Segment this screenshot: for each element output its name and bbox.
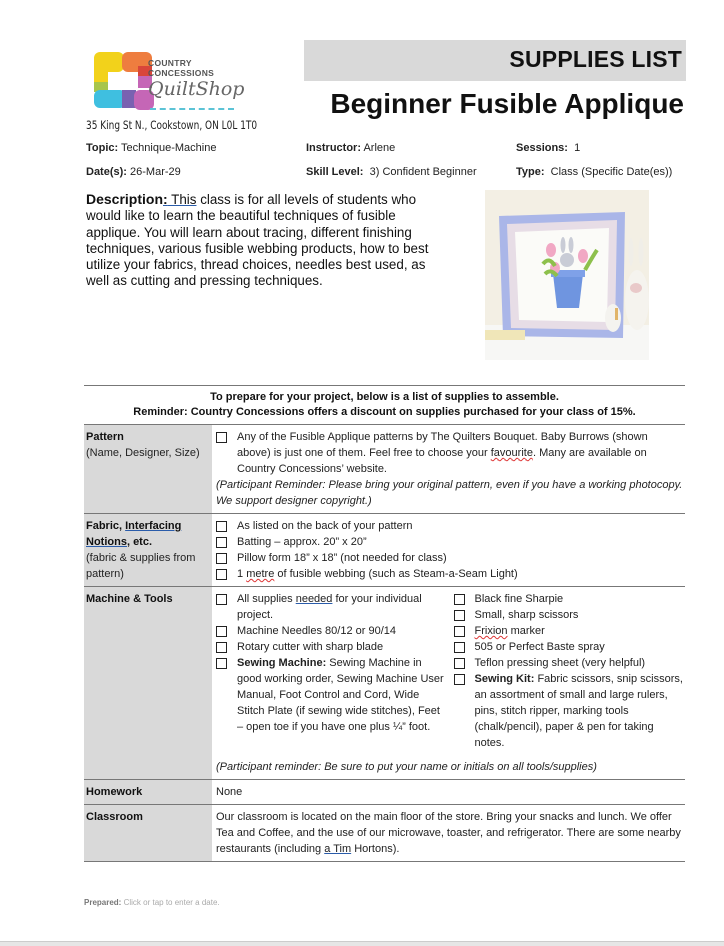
classroom-text-part: Hortons). (351, 843, 400, 855)
checklist-item[interactable] (454, 639, 684, 655)
machine-item-part: marker (507, 625, 545, 637)
machine-label-cell (84, 587, 212, 780)
sessions-label: Sessions: (516, 142, 568, 154)
machine-item-text (237, 655, 446, 735)
machine-note: (Participant reminder: Be sure to put your name or initials on all tools/supplies) (216, 761, 597, 773)
table-row-homework (84, 780, 685, 805)
instructor-value: Arlene (363, 142, 396, 154)
checkbox-icon[interactable] (454, 594, 465, 605)
meta-type (516, 166, 672, 178)
pattern-item-misspelled: favourite (490, 447, 533, 459)
checkbox-icon[interactable] (216, 569, 227, 580)
sessions-value: 1 (574, 142, 581, 154)
machine-item-part: All supplies (237, 593, 296, 605)
checkbox-icon[interactable] (216, 553, 227, 564)
checkbox-icon[interactable] (454, 610, 465, 621)
supplies-header (84, 385, 685, 425)
checklist-item[interactable] (216, 639, 446, 655)
table-row-fabric (84, 514, 685, 587)
checkbox-icon[interactable] (216, 594, 227, 605)
shop-logo (94, 52, 264, 114)
pattern-item-part: Any of the Fusible Applique patterns by The Quilters Bouquet. Baby Burrows (shown above) is just one of them. Feel free to choose your (237, 431, 648, 459)
fabric-label-cell (84, 514, 212, 587)
class-title: Beginner Fusible Applique (330, 88, 684, 119)
classroom-content (212, 805, 685, 862)
pattern-item-text (237, 429, 683, 477)
topic-value: Technique-Machine (121, 142, 217, 154)
fabric-sublabel: (fabric & supplies from pattern) (86, 552, 196, 580)
checklist-item[interactable] (216, 623, 446, 639)
table-row-machine (84, 587, 685, 780)
meta-instructor (306, 142, 395, 154)
pattern-label-cell (84, 425, 212, 514)
machine-content (212, 587, 685, 780)
logo-wordmark (148, 58, 214, 78)
meta-topic (86, 142, 216, 154)
supplies-header-line1: To prepare for your project, below is a list of supplies to assemble. (210, 391, 559, 403)
checklist-item[interactable] (216, 591, 446, 623)
skill-value: 3) Confident Beginner (369, 166, 477, 178)
shop-address: 35 King St N., Cookstown, ON L0L 1T0 (86, 118, 258, 132)
banner-title: SUPPLIES LIST (509, 46, 682, 72)
checklist-item[interactable] (216, 429, 683, 477)
checkbox-icon[interactable] (454, 642, 465, 653)
meta-skill (306, 166, 477, 178)
logo-line2: CONCESSIONS (148, 68, 215, 78)
type-value: Class (Specific Date(es)) (550, 166, 673, 178)
description-text: class is for all levels of students who would like to learn the beautiful techniques of fusible applique. You will learn about tracing, different finishing techniques, various fusible webbing products, how to best utilize your fabrics, thread choices, needles best used, as well as cutting and pressing techniques. (86, 192, 429, 289)
machine-item-text: Small, sharp scissors (474, 609, 579, 621)
checklist-item[interactable] (454, 607, 684, 623)
dates-label: Date(s): (86, 166, 127, 178)
checklist-item[interactable] (454, 623, 684, 639)
fabric-item-text: As listed on the back of your pattern (237, 520, 413, 532)
fabric-content (212, 514, 685, 587)
homework-label: Homework (86, 786, 143, 798)
machine-item-text: Black fine Sharpie (474, 593, 564, 605)
logo-line1: COUNTRY (148, 58, 192, 68)
table-row-classroom (84, 805, 685, 862)
classroom-text-part: a Tim (324, 843, 352, 855)
description-label: Description (86, 191, 164, 207)
type-label: Type: (516, 166, 545, 178)
skill-label: Skill Level: (306, 166, 364, 178)
fabric-item-text: Pillow form 18” x 18” (not needed for class) (237, 552, 447, 564)
table-row-pattern (84, 425, 685, 514)
pattern-sublabel: (Name, Designer, Size) (86, 447, 200, 459)
machine-item-bold: Sewing Machine: (237, 657, 327, 669)
fabric-label (86, 520, 181, 548)
supplies-list-banner (304, 40, 686, 81)
class-description (86, 191, 451, 290)
logo-q-mark-icon (94, 52, 154, 110)
homework-label-cell (84, 780, 212, 805)
machine-item-bold: Sewing Kit: (474, 673, 535, 685)
topic-label: Topic: (86, 142, 119, 154)
supplies-header-line2: Reminder: Country Concessions offers a discount on supplies purchased for your class of 15%. (133, 406, 636, 418)
classroom-text-part: Our classroom is located on the main floor of the store. Bring your snacks and lunch. We offer Tea and Coffee, and the use of our microwave, toaster, and refrigerator. There are some nearby restaurants (including (216, 811, 681, 855)
supplies-table (84, 425, 685, 862)
logo-divider (150, 108, 234, 110)
checkbox-icon[interactable] (216, 642, 227, 653)
machine-item-text (475, 671, 684, 751)
fabric-item-part: 1 (237, 568, 247, 580)
machine-item-part: Fabric scissors, snip scissors, an assortment of small and large rulers, pins, stitch ripper, marking tools (chalk/pencil), paper & pen for taking notes. (474, 673, 683, 749)
machine-columns (216, 591, 683, 751)
fabric-label-part: Interfacing (125, 520, 182, 532)
pattern-label: Pattern (86, 431, 124, 443)
pattern-note: (Participant Reminder: Please bring your original pattern, even if you have a working photocopy. We support designer copyright.) (216, 479, 683, 507)
homework-value: None (212, 780, 685, 805)
meta-dates (86, 166, 181, 178)
fabric-label-part: Notions (86, 536, 127, 548)
checklist-item[interactable] (216, 566, 683, 582)
fabric-item-text: Batting – approx. 20” x 20” (237, 536, 367, 548)
classroom-label-cell (84, 805, 212, 862)
pillow-image (485, 190, 649, 360)
machine-item-text: Teflon pressing sheet (very helpful) (474, 657, 646, 669)
fabric-label-part: Fabric, (86, 520, 126, 532)
project-photo (485, 190, 649, 360)
machine-item-part: for your individual project. (237, 593, 422, 621)
machine-item-text (237, 591, 446, 623)
checkbox-icon[interactable] (454, 626, 465, 637)
machine-item-part: Sewing Machine in good working order, Sewing Machine User Manual, Foot Control and Cord, Wide Stitch Plate (if sewing wide stitches), Feet – open toe if you have one plus ¼” foot. (237, 657, 444, 733)
machine-left-column (216, 591, 446, 751)
checklist-item[interactable] (216, 518, 683, 534)
machine-label: Machine & Tools (86, 593, 173, 605)
machine-item-text: Rotary cutter with sharp blade (237, 641, 384, 653)
checklist-item[interactable] (454, 591, 684, 607)
checkbox-icon[interactable] (454, 674, 465, 685)
fabric-item-misspelled: metre (246, 568, 275, 580)
machine-item-text: 505 or Perfect Baste spray (474, 641, 605, 653)
prepared-date-placeholder[interactable]: Click or tap to enter a date. (121, 898, 220, 907)
fabric-item-part: of fusible webbing (such as Steam-a-Seam Light) (274, 568, 518, 580)
page-bottom-edge (0, 941, 724, 946)
checklist-item[interactable] (216, 655, 446, 735)
classroom-label: Classroom (86, 811, 143, 823)
description-first-word: This (167, 192, 197, 207)
machine-item-text (475, 623, 545, 639)
checkbox-icon[interactable] (216, 432, 227, 443)
checkbox-icon[interactable] (216, 521, 227, 532)
meta-sessions (516, 142, 580, 154)
logo-script: QuiltShop (148, 78, 245, 100)
machine-item-part: needed (295, 593, 333, 605)
checkbox-icon[interactable] (216, 626, 227, 637)
checkbox-icon[interactable] (454, 658, 465, 669)
prepared-date-field[interactable] (84, 898, 220, 907)
fabric-label-part: , etc. (126, 536, 153, 548)
checklist-item[interactable] (454, 655, 684, 671)
checklist-item[interactable] (216, 550, 683, 566)
prepared-label: Prepared: (84, 898, 122, 907)
checklist-item[interactable] (216, 534, 683, 550)
pattern-content (212, 425, 685, 514)
dates-value: 26-Mar-29 (130, 166, 181, 178)
pattern-item-part: . Many are available on Country Concessions’ website. (237, 447, 647, 475)
checklist-item[interactable] (454, 671, 684, 751)
machine-right-column (446, 591, 684, 751)
description-colon: : (163, 191, 168, 207)
machine-item-misspelled: Frixion (474, 625, 508, 637)
checkbox-icon[interactable] (216, 537, 227, 548)
machine-item-text: Machine Needles 80/12 or 90/14 (237, 625, 396, 637)
fabric-item-text (237, 566, 518, 582)
checkbox-icon[interactable] (216, 658, 227, 669)
instructor-label: Instructor: (306, 142, 361, 154)
